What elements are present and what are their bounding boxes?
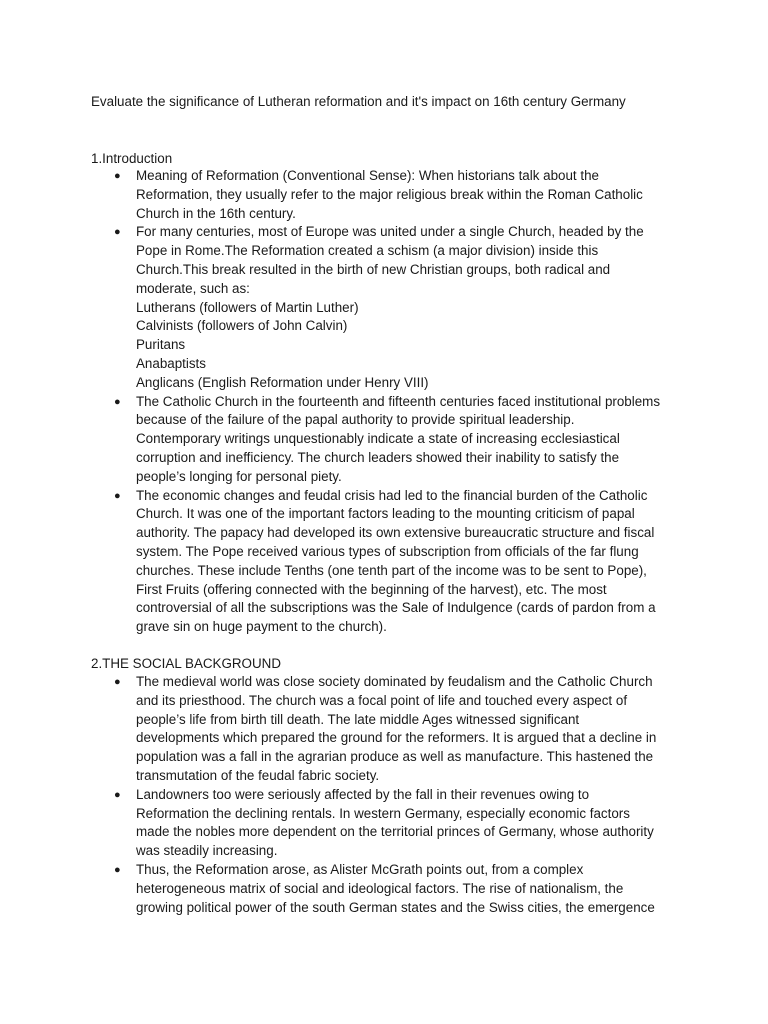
text-line: Church.This break resulted in the birth of new Christian groups, both radical and [136,261,611,277]
text-line: population was a fall in the agrarian produce as well as manufacture. This hastened the [136,749,654,765]
text-line: controversial of all the subscriptions was the Sale of Indulgence (cards of pardon from a [136,600,656,616]
text-line: made the nobles more dependent on the territorial princes of Germany, whose authority [136,824,654,840]
list-item [91,167,691,223]
social-background-bullet-list [91,673,691,917]
text-line: Anglicans (English Reformation under Henry VIII) [136,374,429,390]
text-line: Puritans [136,337,186,353]
text-line: For many centuries, most of Europe was united under a single Church, headed by the [136,224,644,240]
text-line: Thus, the Reformation arose, as Alister McGrath points out, from a complex [136,861,584,877]
text-line: developments which prepared the ground for the reformers. It is argued that a decline in [136,730,657,746]
bullet-icon: ● [114,676,121,688]
text-line: because of the failure of the papal authority to provide spiritual leadership. [136,412,575,428]
text-line: Lutherans (followers of Martin Luther) [136,299,359,315]
text-line: First Fruits (offering connected with the beginning of the harvest), etc. The most [136,581,607,597]
text-line: Meaning of Reformation (Conventional Sense): When historians talk about the [136,168,599,183]
bullet-icon: ● [114,863,121,876]
text-line: Landowners too were seriously affected by the fall in their revenues owing to [136,786,590,802]
text-line: Anabaptists [136,355,206,371]
list-item [91,393,691,487]
text-line: Church. It was one of the important factors leading to the mounting criticism of papal [136,506,635,522]
text-line: authority. The papacy had developed its own extensive bureaucratic structure and fiscal [136,525,655,541]
bullet-icon: ● [114,788,121,801]
text-line: and its priesthood. The church was a focal point of life and touched every aspect of [136,692,628,708]
section-heading-social-background: 2.THE SOCIAL BACKGROUND [91,656,281,671]
text-line: Calvinists (followers of John Calvin) [136,318,348,334]
text-line: Church in the 16th century. [136,205,296,221]
text-line: was steadily increasing. [136,843,278,859]
text-line: grave sin on huge payment to the church). [136,619,387,635]
list-item [91,673,691,786]
text-line: Pope in Rome.The Reformation created a schism (a major division) inside this [136,243,599,259]
text-line: transmutation of the feudal fabric society. [136,767,380,783]
text-line: Reformation, they usually refer to the major religious break within the Roman Catholic [136,186,643,202]
list-item [91,223,691,392]
text-line: The economic changes and feudal crisis had led to the financial burden of the Catholic [136,487,648,503]
text-line: people’s life from birth till death. The late middle Ages witnessed significant [136,711,580,727]
section-heading-introduction: 1.Introduction [91,151,173,166]
bullet-icon: ● [114,395,121,408]
text-line: The medieval world was close society dominated by feudalism and the Catholic Church [136,674,653,689]
bullet-icon: ● [114,226,121,239]
list-item [91,861,691,917]
list-item [91,786,691,861]
text-line: The Catholic Church in the fourteenth and fifteenth centuries faced institutional problems [136,393,661,409]
text-line: moderate, such as: [136,280,250,296]
list-item [91,487,691,637]
text-line: Contemporary writings unquestionably indicate a state of increasing ecclesiastical [136,431,620,447]
text-line: Reformation the declining rentals. In western Germany, especially economic factors [136,805,630,821]
text-line: corruption and inefficiency. The church leaders showed their inability to satisfy the [136,449,620,465]
text-line: system. The Pope received various types of subscription from officials of the far flung [136,543,639,559]
text-line: people’s longing for personal piety. [136,468,342,484]
text-line: churches. These include Tenths (one tenth part of the income was to be sent to Pope), [136,562,647,578]
text-line: heterogeneous matrix of social and ideological factors. The rise of nationalism, the [136,880,624,896]
document-title: Evaluate the significance of Lutheran reformation and it's impact on 16th century Germany [91,94,626,109]
introduction-bullet-list [91,167,691,637]
text-line: growing political power of the south German states and the Swiss cities, the emergence [136,899,655,915]
bullet-icon: ● [114,489,121,502]
bullet-icon: ● [114,170,121,182]
